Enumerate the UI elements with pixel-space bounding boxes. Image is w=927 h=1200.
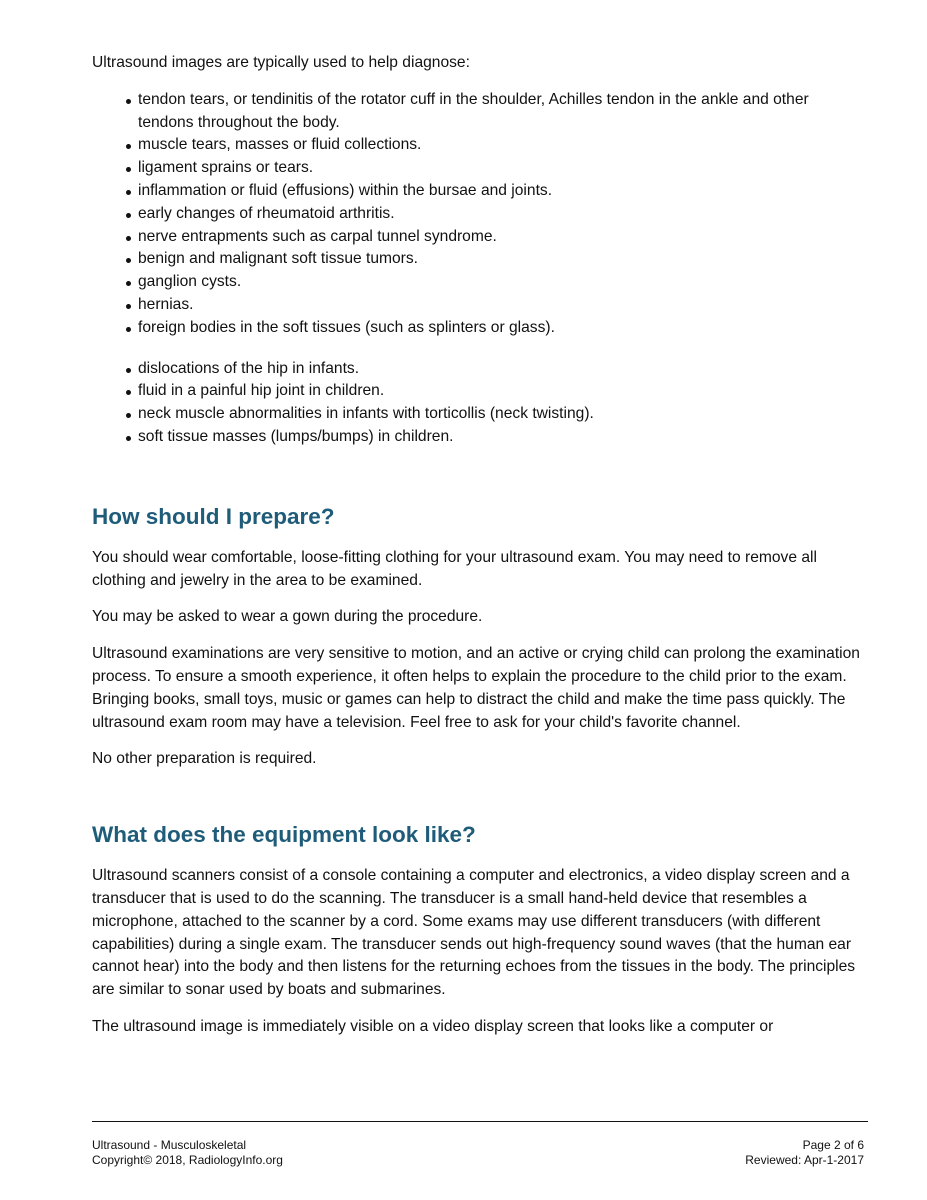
list-item: early changes of rheumatoid arthritis. [126,203,867,226]
list-item: soft tissue masses (lumps/bumps) in children. [126,426,867,449]
list-item: neck muscle abnormalities in infants with torticollis (neck twisting). [126,403,867,426]
list-item: fluid in a painful hip joint in children. [126,380,867,403]
footer-page-number: Page 2 of 6 [802,1138,864,1152]
list-item: benign and malignant soft tissue tumors. [126,248,867,271]
list-item: ganglion cysts. [126,271,867,294]
page-content [92,52,867,1039]
list-item: dislocations of the hip in infants. [126,358,867,381]
prepare-paragraph: No other preparation is required. [92,750,317,768]
footer-divider [92,1121,868,1122]
list-item: ligament sprains or tears. [126,157,867,180]
list-item: tendon tears, or tendinitis of the rotator cuff in the shoulder, Achilles tendon in the ankle and other tendons throughout the body. [126,89,867,135]
equipment-paragraph: The ultrasound image is immediately visible on a video display screen that looks like a computer or [92,1017,774,1035]
list-item: muscle tears, masses or fluid collections. [126,134,867,157]
intro-text: Ultrasound images are typically used to help diagnose: [92,54,470,71]
list-item: nerve entrapments such as carpal tunnel syndrome. [126,226,867,249]
footer-copyright: Copyright© 2018, RadiologyInfo.org [92,1153,283,1167]
footer-right [745,1138,864,1168]
list-item: hernias. [126,294,867,317]
section-heading-prepare: How should I prepare? [92,503,335,529]
footer-reviewed-date: Reviewed: Apr-1-2017 [745,1153,864,1167]
prepare-paragraph: Ultrasound examinations are very sensitive to motion, and an active or crying child can prolong the examination process. To ensure a smooth experience, it often helps to explain the procedure to the child prior to the exam. Bringing books, small toys, music or games can help to distract the child and make the time pass quickly. The ultrasound exam room may have a television. Feel free to ask for your child's favorite channel. [92,645,860,731]
footer-left [92,1138,283,1168]
prepare-paragraph: You should wear comfortable, loose-fitting clothing for your ultrasound exam. You may need to remove all clothing and jewelry in the area to be examined. [92,548,817,589]
diagnose-list [92,89,867,340]
equipment-paragraph: Ultrasound scanners consist of a console containing a computer and electronics, a video display screen and a transducer that is used to do the scanning. The transducer is a small hand-held device that resembles a microphone, attached to the scanner by a cord. Some exams may use different transducers (with different capabilities) during a single exam. The transducer sends out high-frequency sound waves (that the human ear cannot hear) into the body and then listens for the returning echoes from the tissues in the body. The principles are similar to sonar used by boats and submarines. [92,867,856,999]
prepare-paragraph: You may be asked to wear a gown during the procedure. [92,608,483,626]
footer-doc-title: Ultrasound - Musculoskeletal [92,1138,247,1152]
children-list [92,358,867,449]
section-heading-equipment: What does the equipment look like? [92,822,476,848]
list-item: inflammation or fluid (effusions) within the bursae and joints. [126,180,867,203]
list-item: foreign bodies in the soft tissues (such as splinters or glass). [126,317,867,340]
